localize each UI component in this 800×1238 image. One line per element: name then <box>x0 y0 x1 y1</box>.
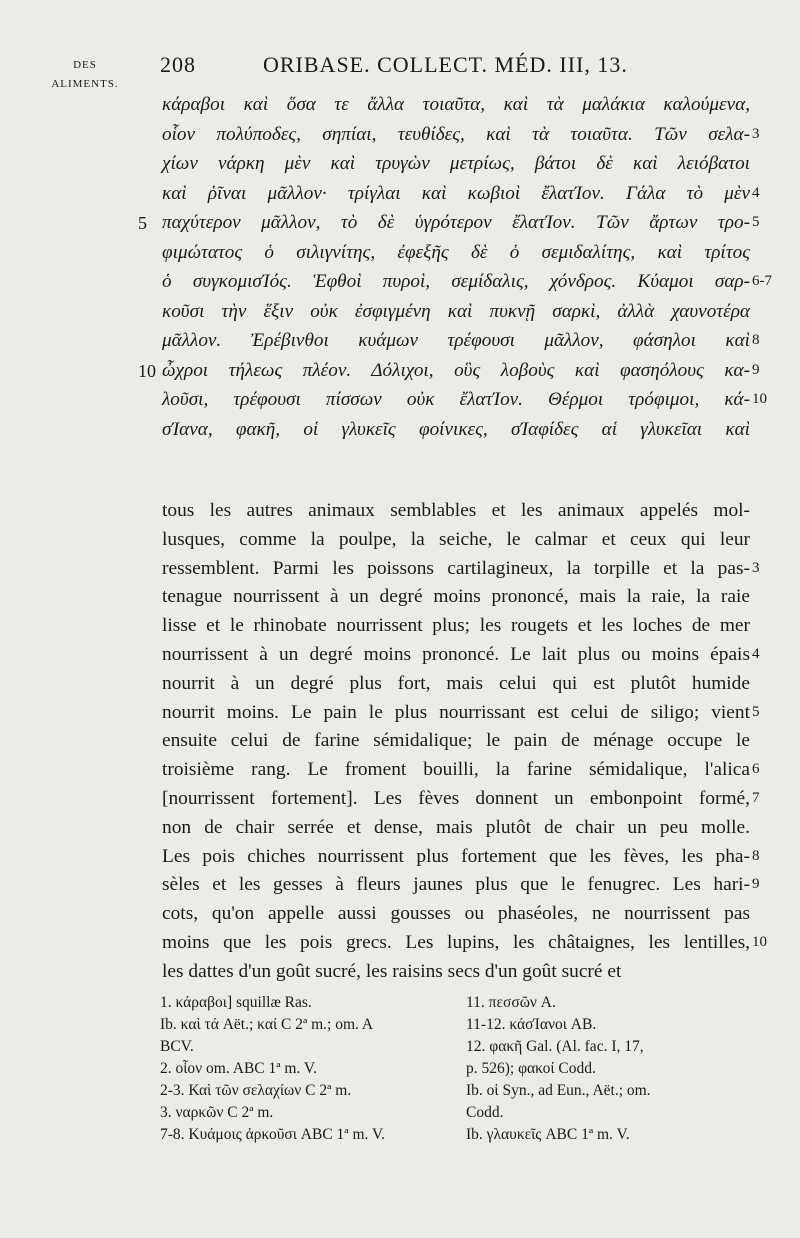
text-line <box>0 299 800 329</box>
line-text: Les pois chiches nourrissent plus fortement que les fèves, les pha- <box>162 845 750 867</box>
line-text: φιμώτατος ὁ σιλιγνίτης, ἐφεξῆς δὲ ὁ σεμιδαλίτης, καὶ τρίτος <box>162 241 750 263</box>
line-text: ressemblent. Parmi les poissons cartilagineux, la torpille et la pas- <box>162 557 750 579</box>
paragraph-number: 6-7 <box>752 273 772 289</box>
paragraph-number: 3 <box>752 559 760 576</box>
text-line <box>0 151 800 181</box>
text-line <box>0 417 800 447</box>
footnote: 3. ναρκῶν C 2ª m. <box>160 1104 274 1121</box>
line-text: παχύτερον μᾶλλον, τὸ δὲ ὑγρότερον ἔλατΊον. Τῶν ἄρτων τρο- <box>162 212 750 233</box>
paragraph-number: 3 <box>752 125 760 142</box>
line-text: nourrit moins. Le pain le plus nourrissant est celui de siligo; vient <box>162 701 750 723</box>
footnote: Codd. <box>466 1104 504 1121</box>
line-text: nourrit à un degré plus fort, mais celui qui est plutôt humide <box>162 672 750 694</box>
text-line <box>0 872 800 901</box>
running-title: ORIBASE. COLLECT. MÉD. III, 13. <box>263 52 628 77</box>
text-line <box>0 700 800 729</box>
footnote: 7-8. Κυάμοις ἀρκοῦσι ABC 1ª m. V. <box>160 1126 386 1143</box>
text-line <box>0 642 800 671</box>
line-text: lisse et le rhinobate nourrissent plus; les rougets et les loches de mer <box>162 615 750 637</box>
text-line <box>0 92 800 122</box>
footnote: 1. κάραβοι] squillæ Ras. <box>160 994 312 1011</box>
line-text: [nourrissent fortement]. Les fèves donnent un embonpoint formé, <box>162 787 750 809</box>
text-line <box>0 387 800 417</box>
paragraph-number: 5 <box>752 214 760 230</box>
paragraph-number: 6 <box>752 761 760 778</box>
footnote: 2. οἷον om. ABC 1ª m. V. <box>160 1060 317 1077</box>
line-text: ensuite celui de farine sémidalique; le pain de ménage occupe le <box>162 730 750 752</box>
line-text: χίων νάρκη μὲν καὶ τρυγὼν μετρίως, βάτοι δὲ καὶ λειόβατοι <box>162 153 750 174</box>
greek-text <box>0 92 800 446</box>
line-text: ὁ συγκομισΊός. Ἑφθοὶ πυροὶ, σεμίδαλις, χόνδρος. Κύαμοι σαρ- <box>162 271 750 292</box>
footnote: Ib. καὶ τά Aët.; καί C 2ª m.; om. A <box>160 1016 374 1033</box>
line-text: lusques, comme la poulpe, la seiche, le calmar et ceux qui leur <box>162 528 750 550</box>
line-text: σΊανα, φακῆ, οἱ γλυκεῖς φοίνικες, σΊαφίδες αἱ γλυκεῖαι καὶ <box>162 418 750 440</box>
line-text: moins que les pois grecs. Les lupins, les châtaignes, les lentilles, <box>162 931 750 953</box>
footnote: p. 526); φακοί Codd. <box>466 1060 596 1077</box>
footnote: 12. φακῆ Gal. (Al. fac. I, 17, <box>466 1038 644 1055</box>
line-text: tenague nourrissent à un degré moins prononcé, mais la raie, la raie <box>162 586 750 608</box>
text-line <box>0 358 800 388</box>
footnote: 11-12. κάσΊανοι AB. <box>466 1016 597 1033</box>
text-line <box>0 930 800 959</box>
text-line <box>0 786 800 815</box>
text-line <box>0 498 800 527</box>
text-line <box>0 122 800 152</box>
paragraph-number: 7 <box>752 789 760 806</box>
paragraph-number: 8 <box>752 332 760 348</box>
line-text: sèles et les gesses à fleurs jaunes plus que le fenugrec. Les hari- <box>162 874 750 896</box>
paragraph-number: 4 <box>752 184 760 201</box>
line-number: 10 <box>138 360 156 381</box>
text-line <box>0 959 800 988</box>
text-line <box>0 728 800 757</box>
text-line <box>0 556 800 585</box>
line-text: κοῦσι τὴν ἕξιν οὐκ ἐσφιγμένη καὶ πυκνῇ σαρκὶ, ἀλλὰ χαυνοτέρα <box>162 300 750 322</box>
text-line <box>0 671 800 700</box>
margin-note-line-2: ALIMENTS. <box>51 78 119 90</box>
footnote: Ib. γλαυκεῖς ABC 1ª m. V. <box>466 1126 630 1143</box>
text-line <box>0 527 800 556</box>
text-line <box>0 901 800 930</box>
margin-note-line-1: DES <box>73 59 97 71</box>
line-text: λοῦσι, τρέφουσι πίσσων οὐκ ἔλατΊον. Θέρμοι τρόφιμοι, κά- <box>162 389 750 410</box>
paragraph-number: 9 <box>752 876 760 893</box>
paragraph-number: 10 <box>752 933 767 950</box>
line-number: 5 <box>138 213 147 233</box>
text-line <box>0 584 800 613</box>
text-line <box>0 815 800 844</box>
text-line <box>0 757 800 786</box>
text-line <box>0 181 800 211</box>
footnotes-left-column <box>160 992 460 1146</box>
line-text: troisième rang. Le froment bouilli, la farine sémidalique, l'alica <box>162 759 750 781</box>
paragraph-number: 9 <box>752 361 760 378</box>
margin-note <box>40 56 130 94</box>
line-text: cots, qu'on appelle aussi gousses ou phaséoles, ne nourrissent pas <box>162 903 750 925</box>
footnote: 2-3. Καὶ τῶν σελαχίων C 2ª m. <box>160 1082 352 1099</box>
line-text: ὦχροι τήλεως πλέον. Δόλιχοι, οὓς λοβοὺς καὶ φασηόλους κα- <box>162 359 750 381</box>
line-text: non de chair serrée et dense, mais plutôt de chair un peu molle. <box>162 816 750 838</box>
line-text: κάραβοι καὶ ὅσα τε ἄλλα τοιαῦτα, καὶ τὰ μαλάκια καλούμενα, <box>162 94 750 115</box>
paragraph-number: 10 <box>752 391 767 407</box>
text-line <box>0 844 800 873</box>
text-line <box>0 613 800 642</box>
footnote: BCV. <box>160 1038 194 1055</box>
page-number: 208 <box>160 52 196 77</box>
text-line <box>0 269 800 299</box>
paragraph-number: 5 <box>752 703 760 720</box>
line-text: καὶ ῥῖναι μᾶλλον· τρίγλαι καὶ κωβιοὶ ἔλατΊον. Γάλα τὸ μὲν <box>162 182 750 204</box>
text-line <box>0 210 800 240</box>
text-line <box>0 240 800 270</box>
line-text: nourrissent à un degré moins prononcé. Le lait plus ou moins épais <box>162 643 750 665</box>
line-text: μᾶλλον. Ἐρέβινθοι κυάμων τρέφουσι μᾶλλον, φάσηλοι καὶ <box>162 330 750 351</box>
text-line <box>0 328 800 358</box>
page-header <box>160 52 720 86</box>
paragraph-number: 8 <box>752 847 760 864</box>
footnotes-right-column <box>466 992 756 1146</box>
line-text: οἷον πολύποδες, σηπίαι, τευθίδες, καὶ τὰ τοιαῦτα. Τῶν σελα- <box>162 123 750 145</box>
footnote: 11. πεσσῶν A. <box>466 994 556 1011</box>
line-text: tous les autres animaux semblables et les animaux appelés mol- <box>162 500 750 521</box>
french-translation <box>0 498 800 988</box>
paragraph-number: 4 <box>752 645 760 662</box>
footnote: Ib. οἱ Syn., ad Eun., Aët.; om. <box>466 1082 651 1099</box>
line-text: les dattes d'un goût sucré, les raisins secs d'un goût sucré et <box>162 960 622 982</box>
